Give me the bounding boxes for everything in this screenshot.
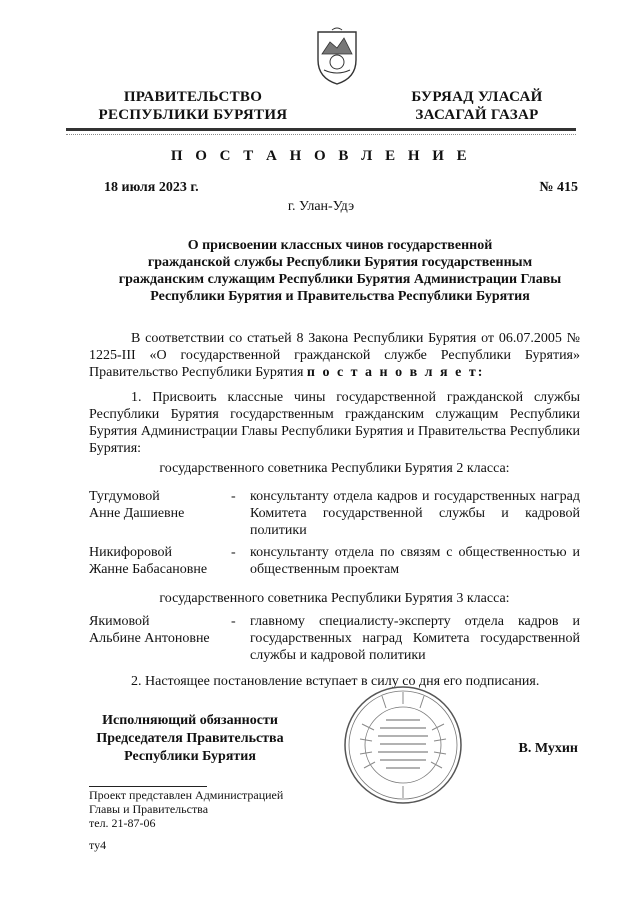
rank-3-heading: государственного советника Республики Бурятия 3 класса: xyxy=(159,591,510,606)
preamble-emphasis: п о с т а н о в л я е т: xyxy=(306,365,485,380)
person-3-given-names: Альбине Антоновне xyxy=(89,631,210,646)
signatory-line1: Исполняющий обязанности xyxy=(102,713,278,728)
document-subject xyxy=(100,237,580,305)
subject-line1: О присвоении классных чинов государственной xyxy=(187,238,493,253)
signatory-line2: Председателя Правительства xyxy=(96,731,284,746)
person-1-name xyxy=(89,488,239,522)
document-date: 18 июля 2023 г. xyxy=(104,180,199,195)
document-number: № 415 xyxy=(539,180,578,195)
header-left-line1: ПРАВИТЕЛЬСТВО xyxy=(123,89,263,105)
signatory-line3: Республики Бурятия xyxy=(124,749,256,764)
document-code: ту4 xyxy=(89,838,107,852)
person-1-surname: Тугдумовой xyxy=(89,489,160,504)
person-1-given-names: Анне Дашиевне xyxy=(89,506,185,521)
preamble-paragraph xyxy=(89,330,580,381)
subject-line2: гражданской службы Республики Бурятия государственным xyxy=(147,255,533,270)
signatory-title xyxy=(89,712,291,766)
item1-paragraph: 1. Присвоить классные чины государственной гражданской службы Республики Бурятия государственным гражданским служащим Республики Бурятия Администрации Главы Республики Бурятия и Правительства Республики Бурятия: xyxy=(89,390,580,456)
person-3-surname: Якимовой xyxy=(89,614,150,629)
header-divider-dotted xyxy=(66,134,576,135)
footer-line3: тел. 21-87-06 xyxy=(89,816,156,830)
signatory-name: В. Мухин xyxy=(518,741,578,756)
rank-2-heading: государственного советника Республики Бурятия 2 класса: xyxy=(159,461,510,476)
person-1-dash: - xyxy=(231,489,236,504)
preamble-text: В соответствии со статьей 8 Закона Республики Бурятия от 06.07.2005 № 1225-III «О государственной гражданской службе Республики Бурятия» Правительство Республики Бурятия xyxy=(89,331,580,380)
header-right-line1: БУРЯАД УЛАСАЙ xyxy=(411,89,543,105)
header-right-line2: ЗАСАГАЙ ГАЗАР xyxy=(415,107,539,123)
person-3-position: главному специалисту-эксперту отдела кадров и государственных наград Комитета государственной службы и кадровой политики xyxy=(250,614,580,663)
footer-line2: Главы и Правительства xyxy=(89,802,209,816)
footer-divider xyxy=(89,786,207,787)
person-2-name xyxy=(89,544,239,578)
footer-line1: Проект представлен Администрацией xyxy=(89,788,284,802)
subject-line4: Республики Бурятия и Правительства Республики Бурятия xyxy=(150,289,530,304)
subject-line3: гражданским служащим Республики Бурятия Администрации Главы xyxy=(118,272,562,287)
person-2-surname: Никифоровой xyxy=(89,545,172,560)
official-seal-stamp xyxy=(342,684,464,806)
header-right xyxy=(402,88,552,124)
person-2-dash: - xyxy=(231,545,236,560)
person-3-dash: - xyxy=(231,614,236,629)
person-2-position: консультанту отдела по связям с общественностью и общественным проектам xyxy=(250,545,580,577)
coat-of-arms-emblem xyxy=(312,26,362,86)
person-2-given-names: Жанне Бабасановне xyxy=(89,562,208,577)
header-left-line2: РЕСПУБЛИКИ БУРЯТИЯ xyxy=(98,107,288,123)
person-1-position: консультанту отдела кадров и государственных наград Комитета государственной службы и кадровой политики xyxy=(250,489,580,538)
item2-paragraph: 2. Настоящее постановление вступает в силу со дня его подписания. xyxy=(131,674,540,689)
header-divider xyxy=(66,128,576,131)
document-title: П О С Т А Н О В Л Е Н И Е xyxy=(170,148,472,164)
footer-note xyxy=(89,788,283,830)
document-city: г. Улан-Удэ xyxy=(287,199,355,214)
person-3-name xyxy=(89,613,239,647)
header-left xyxy=(88,88,298,124)
